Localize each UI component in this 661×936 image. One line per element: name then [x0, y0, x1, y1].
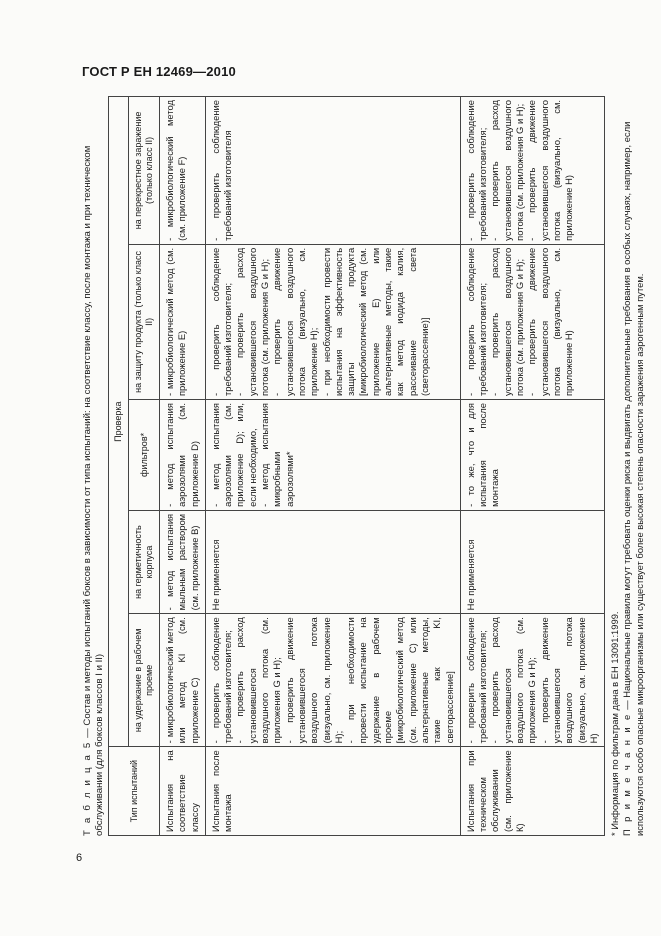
cell-line: - проверить соблюдение требований изготовителя	[209, 100, 234, 241]
cell-line: - метод испытания аэрозолями (см. приложение D)	[164, 403, 200, 507]
page-number: 6	[76, 852, 83, 864]
cell-line: - проверить расход установившегося воздушного потока (см. приложения G и Н);	[234, 247, 271, 397]
table-caption	[82, 96, 106, 836]
cell-line: - проверить движение установившегося воздушного потока (визуально, см. приложение Н);	[271, 247, 320, 397]
cell-product	[460, 244, 604, 399]
cell-line: - микробиологический метод или метод KI (см. приложение С)	[164, 617, 200, 744]
header-product: на защиту продукта (только класс II)	[129, 244, 160, 399]
cell-test-type: Испытания при техническом обслуживании (см. приложение К)	[460, 747, 604, 836]
cell-line: Не применяется	[209, 539, 221, 611]
table-notes	[609, 96, 646, 836]
cell-filters	[460, 400, 604, 511]
cell-line: - микробиологический метод (см. приложение F)	[164, 100, 188, 241]
cell-product	[205, 244, 460, 399]
table-row	[205, 97, 460, 836]
table-row	[160, 97, 206, 836]
cell-line: - проверить движение установившегося воздушного потока (визуально, см. приложение Н)	[526, 100, 575, 241]
cell-line: - проверить движение установившегося воздушного потока (визуально, см. приложение Н)	[538, 617, 599, 744]
cell-line: Не применяется	[464, 539, 476, 611]
document-header: ГОСТ Р ЕН 12469—2010	[82, 64, 236, 79]
tests-table	[108, 96, 605, 836]
note-text: — Национальные правила могут требовать оценки риска и выдвигать дополнительные требования в особых случаях, например, если используются особо опасные микроорганизмы или существует более высокая степень опасности заражения аэрогенным путем.	[621, 121, 645, 836]
cell-filters	[205, 400, 460, 511]
cell-cross	[460, 97, 604, 245]
cell-line: - то же, что и для испытания после монтажа	[464, 403, 501, 507]
cell-cross	[205, 97, 460, 245]
table-footnote: * Информация по фильтрам дана в ЕН 13091:1999.	[609, 611, 621, 836]
cell-cross	[160, 97, 206, 245]
cell-holding	[160, 614, 206, 747]
header-cross: на перекрестное заражение (только класс II)	[129, 97, 160, 245]
cell-line: - проверить движение установившегося воздушного потока (визуально, см. приложение Н)	[526, 247, 575, 397]
cell-tightness	[160, 510, 206, 613]
table-caption-label: Т а б л и ц а 5	[82, 740, 93, 836]
cell-test-type: Испытания на соответствие классу	[160, 747, 206, 836]
table-row	[460, 97, 604, 836]
header-tightness: на герметичность корпуса	[129, 510, 160, 613]
cell-line: - метод испытания мыльным раствором (см. приложение В)	[164, 513, 200, 611]
table-header-row-2	[129, 97, 160, 836]
cell-line: - метод испытания микробными аэрозолями*	[259, 403, 295, 507]
cell-tightness	[205, 510, 460, 613]
note-label: П р и м е ч а н и е	[621, 712, 633, 836]
cell-filters	[160, 400, 206, 511]
table-header-row-1	[109, 97, 129, 836]
cell-product	[160, 244, 206, 399]
cell-line: - при необходимости провести испытания на эффективность защиты продукта [микробиологический метод (см. приложение Е) или альтернативные методы, такие как метод иодида калия, рассеивание света (светорассеяние)]	[320, 247, 430, 397]
cell-holding	[460, 614, 604, 747]
cell-line: - метод испытания аэрозолями (см. приложение D); или, если необходимо,	[209, 403, 258, 507]
cell-line: - при необходимости провести испытание на удержание в рабочем проеме [микробиологический метод (см. приложение С) или альтернативные методы, такие как KI, светорассеяние]	[345, 617, 455, 744]
cell-holding	[205, 614, 460, 747]
cell-line: - проверить расход установившегося воздушного потока (см. приложения G и Н);	[234, 617, 283, 744]
cell-line: - проверить соблюдение требований изготовителя;	[464, 617, 489, 744]
cell-line: - проверить соблюдение требований изготовителя;	[209, 617, 234, 744]
header-filters: фильтров*	[129, 400, 160, 511]
header-check: Проверка	[109, 97, 129, 747]
cell-line: - проверить соблюдение требований изготовителя;	[464, 247, 489, 397]
table-note	[621, 96, 646, 836]
rotated-table-block	[82, 96, 645, 836]
header-holding: на удержание в рабочем проеме	[129, 614, 160, 747]
cell-line: - проверить расход установившегося воздушного потока (см. приложения G и Н);	[489, 100, 526, 241]
cell-line: - микробиологический метод (см. приложение Е)	[164, 247, 188, 397]
cell-line: - проверить расход установившегося воздушного потока (см. приложения G и Н);	[489, 247, 526, 397]
cell-test-type: Испытания после монтажа	[205, 747, 460, 836]
table-caption-text: — Состав и методы испытаний боксов в зависимости от типа испытаний: на соответствие классу, после монтажа и при техническом обслуживании (для боксов классов I и II)	[82, 145, 105, 836]
header-test-type: Тип испытаний	[109, 747, 160, 836]
cell-tightness	[460, 510, 604, 613]
cell-line: - проверить расход установившегося воздушного потока (см. приложения G и Н);	[489, 617, 538, 744]
table-body	[160, 97, 605, 836]
cell-line: - проверить соблюдение требований изготовителя;	[464, 100, 489, 241]
cell-line: - проверить движение установившегося воздушного потока (визуально, см. приложение Н);	[283, 617, 344, 744]
cell-line: - проверить соблюдение требований изготовителя;	[209, 247, 234, 397]
